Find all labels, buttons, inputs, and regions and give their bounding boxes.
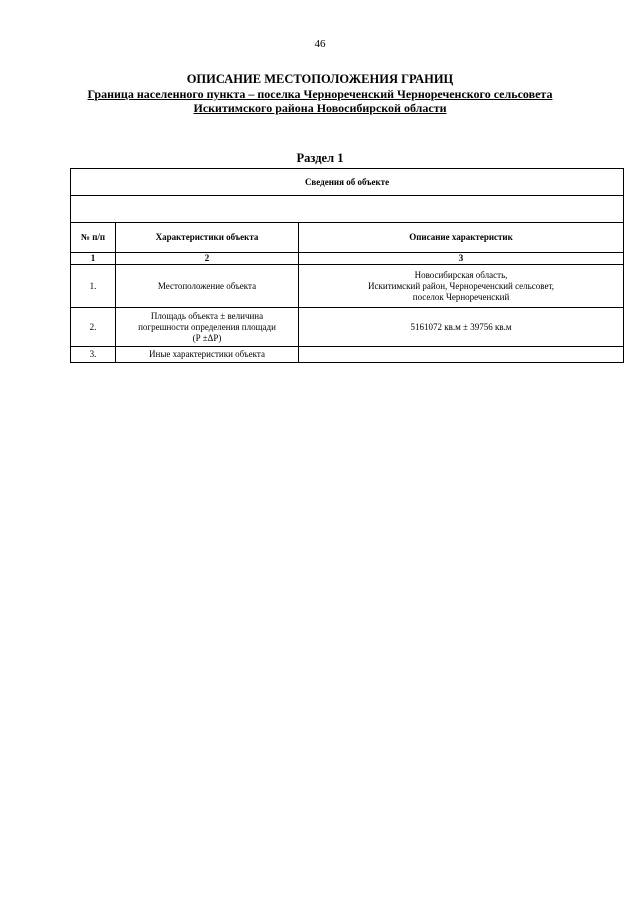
column-number: 2	[116, 253, 299, 265]
characteristic-line: Площадь объекта ± величина	[150, 310, 264, 321]
table-header-row	[71, 169, 624, 196]
row-characteristic: Местоположение объекта	[116, 265, 299, 308]
description-line: Новосибирская область,	[414, 269, 508, 280]
column-number-row	[71, 253, 624, 265]
row-num: 2.	[71, 308, 116, 347]
characteristic-line: (P ±ΔP)	[192, 332, 222, 343]
document-subtitle-line-1: Граница населенного пункта – поселка Чернореченский Чернореченского сельсовета	[87, 87, 553, 101]
column-header-characteristic: Характеристики объекта	[116, 223, 299, 253]
page-number: 46	[314, 38, 326, 50]
section-title: Раздел 1	[296, 151, 344, 165]
table-header: Сведения об объекте	[71, 169, 624, 196]
table-row	[71, 347, 624, 363]
table-row	[71, 308, 624, 347]
characteristic-line: погрешности определения площади	[138, 321, 276, 332]
row-characteristic: Иные характеристики объекта	[116, 347, 299, 363]
row-description	[299, 347, 624, 363]
row-num: 3.	[71, 347, 116, 363]
document-header	[0, 72, 640, 115]
object-info-table	[70, 168, 624, 363]
table-row	[71, 265, 624, 308]
column-header-num: № п/п	[71, 223, 116, 253]
column-number: 1	[71, 253, 116, 265]
description-line: поселок Чернореченский	[412, 291, 510, 302]
column-header-row	[71, 223, 624, 253]
row-characteristic	[116, 308, 299, 347]
row-description	[299, 265, 624, 308]
row-description: 5161072 кв.м ± 39756 кв.м	[299, 308, 624, 347]
column-number: 3	[299, 253, 624, 265]
table-empty-row	[71, 196, 624, 223]
description-line: Искитимский район, Чернореченский сельсовет,	[368, 280, 554, 291]
table-empty-cell	[71, 196, 624, 223]
document-title: ОПИСАНИЕ МЕСТОПОЛОЖЕНИЯ ГРАНИЦ	[186, 72, 454, 86]
document-subtitle-line-2: Искитимского района Новосибирской области	[193, 101, 447, 115]
row-num: 1.	[71, 265, 116, 308]
column-header-description: Описание характеристик	[299, 223, 624, 253]
